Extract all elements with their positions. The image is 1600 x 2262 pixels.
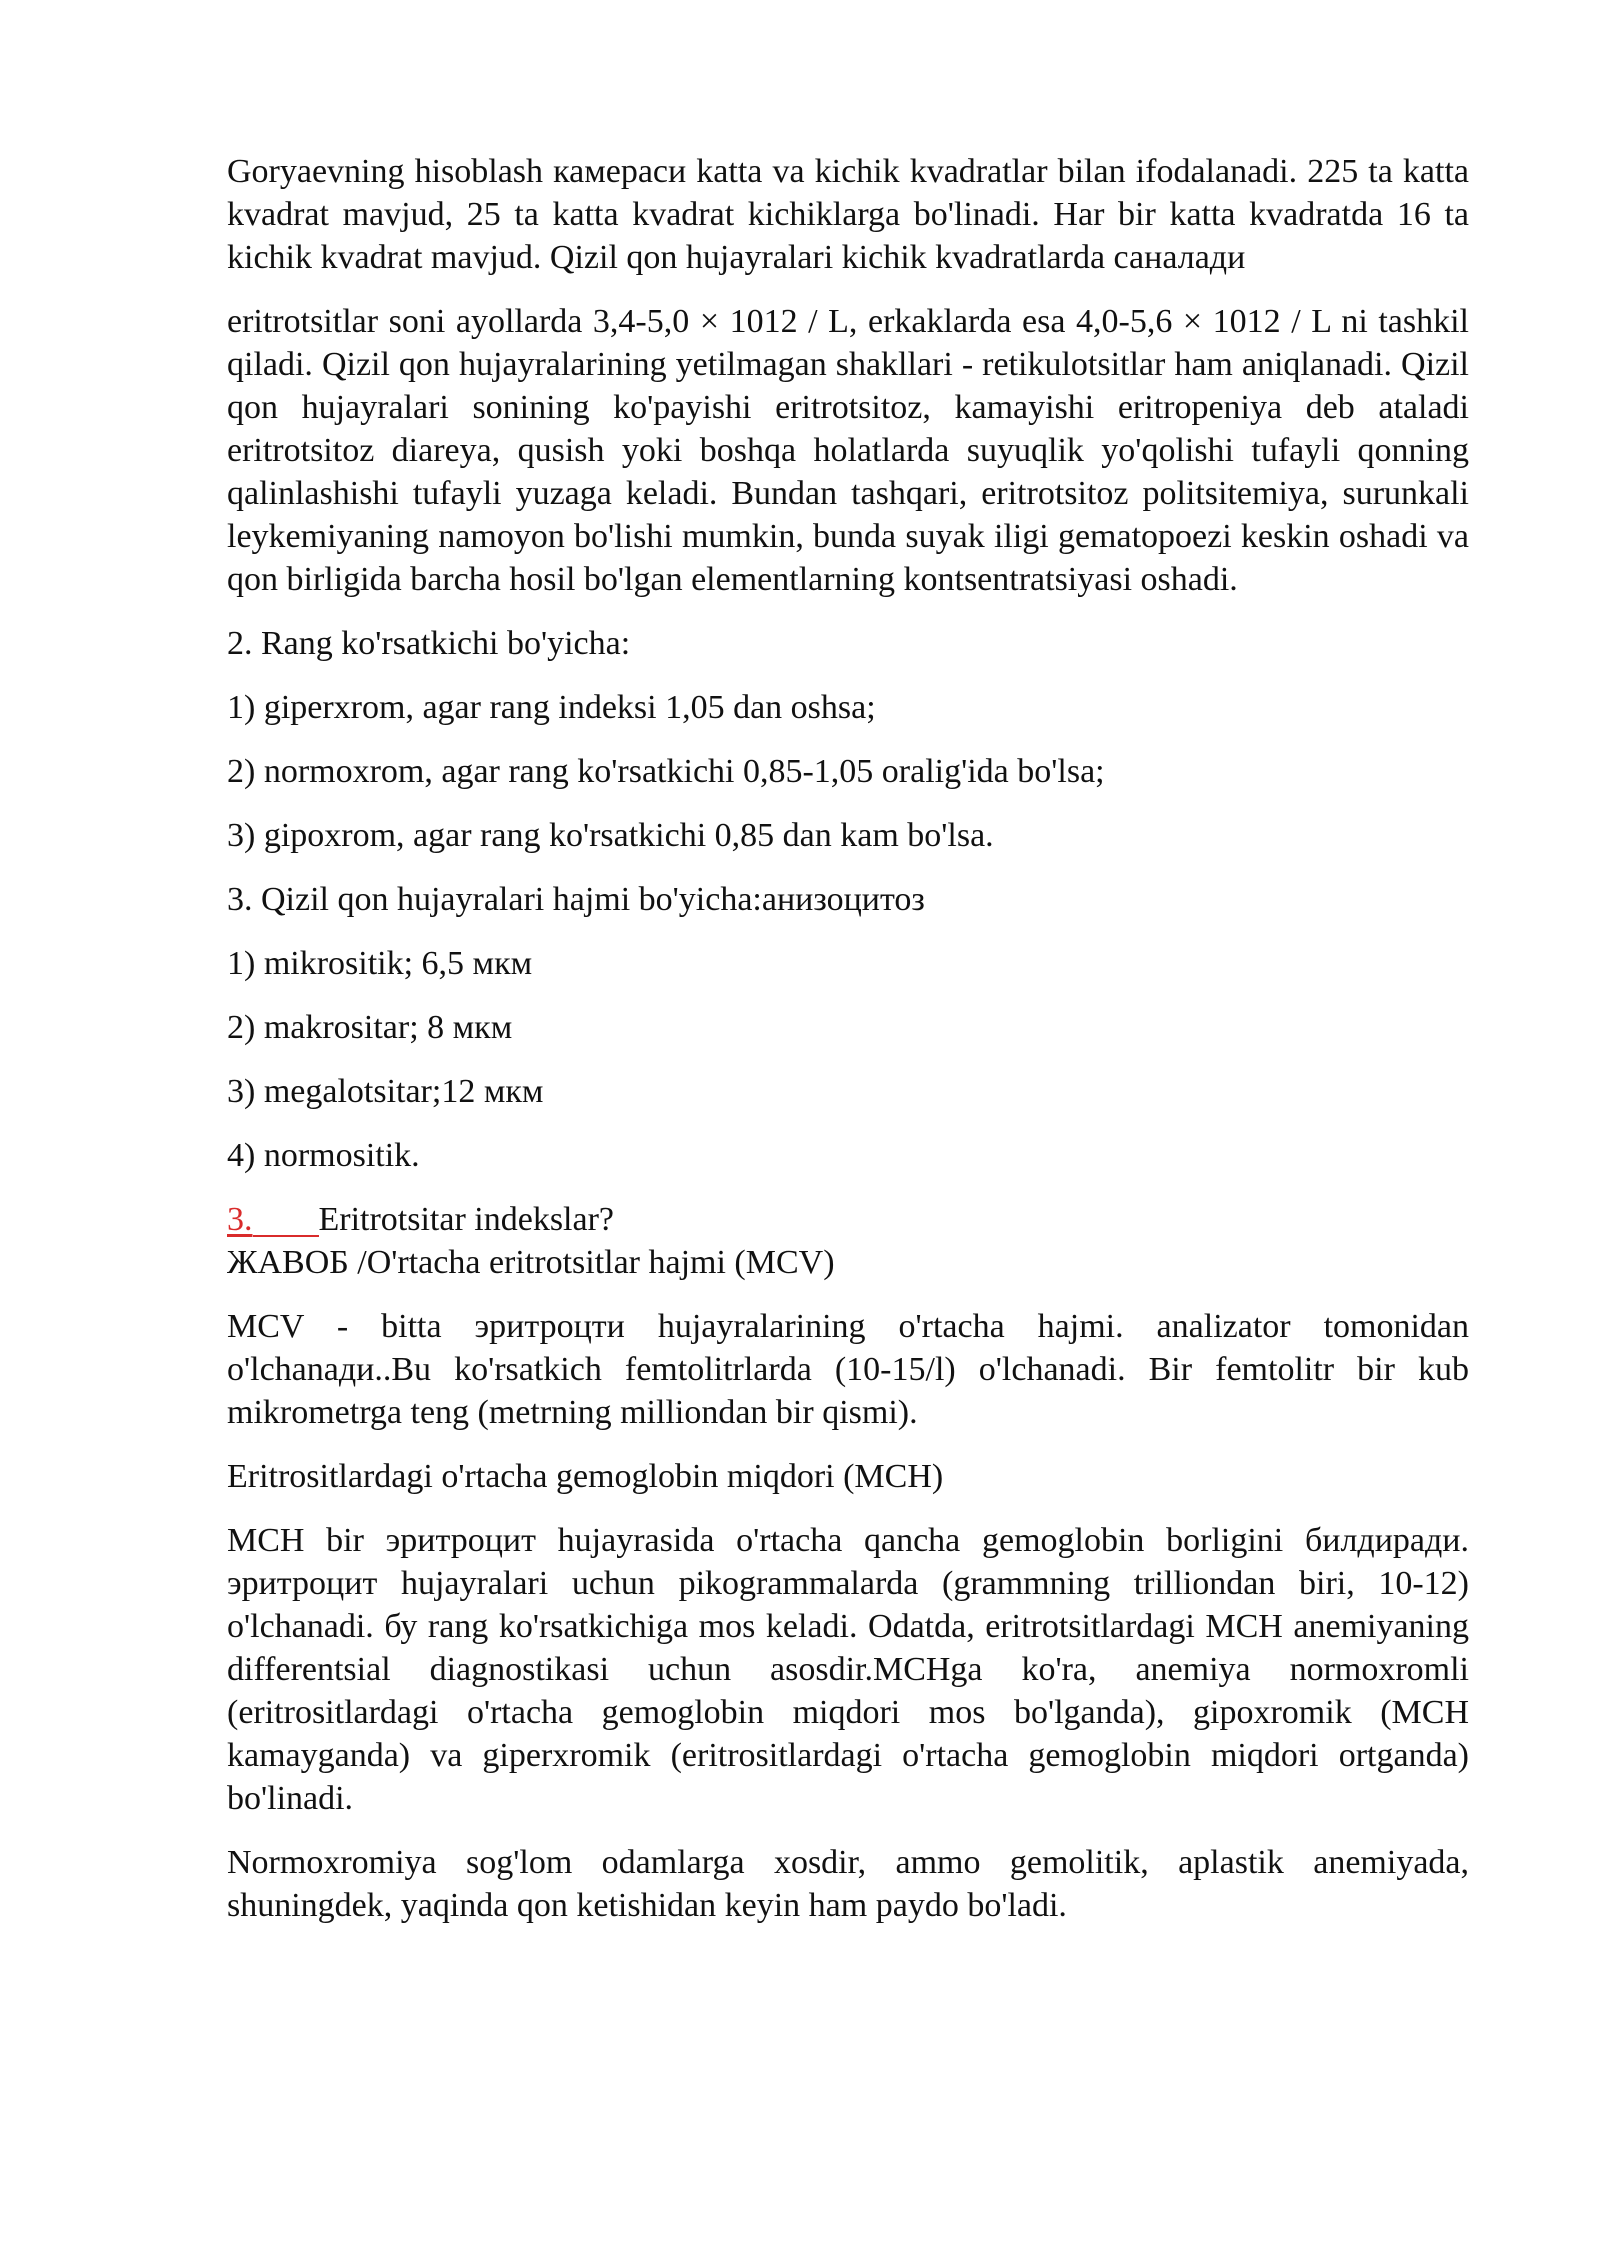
list-item-megalocytic: 3) megalotsitar;12 мкм bbox=[227, 1073, 544, 1110]
heading-cell-size: 3. Qizil qon hujayralari hajmi bo'yicha:анизоцитоз bbox=[227, 881, 925, 918]
paragraph-goryaev-chamber: Goryaevning hisoblash камераси katta va kichik kvadratlar bilan ifodalanadi. 225 ta katta kvadrat mavjud, 25 ta katta kvadrat kichiklarga bo'linadi. Har bir katta kvadratda 16 ta kichik kvadrat mavjud. Qizil qon hujayralari kichik kvadratlarda саналади bbox=[227, 153, 1469, 276]
question-text: Eritrotsitar indekslar? bbox=[318, 1201, 615, 1238]
paragraph-mcv: MCV - bitta эритроцти hujayralarining o'rtacha hajmi. analizator tomonidan o'lchanади..Bu ko'rsatkich femtolitrlarda (10-15/l) o'lchanadi. Bir femtolitr bir kub mikrometrga teng (metrning milliondan bir qismi). bbox=[227, 1308, 1469, 1431]
list-item-microcytic: 1) mikrositik; 6,5 мкм bbox=[227, 945, 533, 982]
list-item-normochromic: 2) normoxrom, agar rang ko'rsatkichi 0,85-1,05 oralig'ida bo'lsa; bbox=[227, 753, 1105, 790]
document-page bbox=[227, 150, 1469, 1948]
paragraph-mch: MCH bir эритроцит hujayrasida o'rtacha qancha gemoglobin borligini билдиради. эритроцит hujayralari uchun pikogrammalarda (grammning trilliondan biri, 10-12) o'lchanadi. бу rang ko'rsatkichiga mos keladi. Odatda, eritrotsitlardagi MCH anemiyaning differentsial diagnostikasi uchun asosdir.MCHga ko'ra, anemiya normoxromli (eritrositlardagi o'rtacha gemoglobin miqdori mos bo'lganda), gipoxromik (MCH kamayganda) va giperxromik (eritrositlardagi o'rtacha gemoglobin miqdori ortganda) bo'linadi. bbox=[227, 1522, 1469, 1817]
paragraph-normochromia: Normoxromiya sog'lom odamlarga xosdir, ammo gemolitik, aplastik anemiyada, shuningdek, yaqinda qon ketishidan keyin ham paydo bo'ladi. bbox=[227, 1844, 1469, 1924]
heading-color-index: 2. Rang ko'rsatkichi bo'yicha: bbox=[227, 625, 631, 662]
question-number: 3. bbox=[227, 1201, 253, 1238]
paragraph-erythrocyte-count: eritrotsitlar soni ayollarda 3,4-5,0 × 1012 / L, erkaklarda esa 4,0-5,6 × 1012 / L ni tashkil qiladi. Qizil qon hujayralarining yetilmagan shakllari - retikulotsitlar ham aniqlanadi. Qizil qon hujayralari sonining ko'payishi eritrotsitoz, kamayishi eritropeniya deb ataladi eritrotsitoz diareya, qusish yoki boshqa holatlarda suyuqlik yo'qolishi tufayli qonning qalinlashishi tufayli yuzaga keladi. Bundan tashqari, eritrotsitoz politsitemiya, surunkali leykemiyaning namoyon bo'lishi mumkin, bunda suyak iligi gematopoezi keskin oshadi va qon birligida barcha hosil bo'lgan elementlarning kontsentratsiyasi oshadi. bbox=[227, 303, 1469, 598]
question-underline bbox=[253, 1235, 319, 1237]
heading-mch: Eritrositlardagi o'rtacha gemoglobin miqdori (MCH) bbox=[227, 1458, 944, 1495]
list-item-normocytic: 4) normositik. bbox=[227, 1137, 420, 1174]
answer-heading-mcv: ЖАВОБ /O'rtacha eritrotsitlar hajmi (MCV) bbox=[227, 1244, 835, 1281]
list-item-hyperchromic: 1) giperxrom, agar rang indeksi 1,05 dan oshsa; bbox=[227, 689, 876, 726]
question-heading bbox=[227, 1198, 1469, 1241]
list-item-hypochromic: 3) gipoxrom, agar rang ko'rsatkichi 0,85 dan kam bo'lsa. bbox=[227, 817, 994, 854]
list-item-macrocytic: 2) makrositar; 8 мкм bbox=[227, 1009, 513, 1046]
